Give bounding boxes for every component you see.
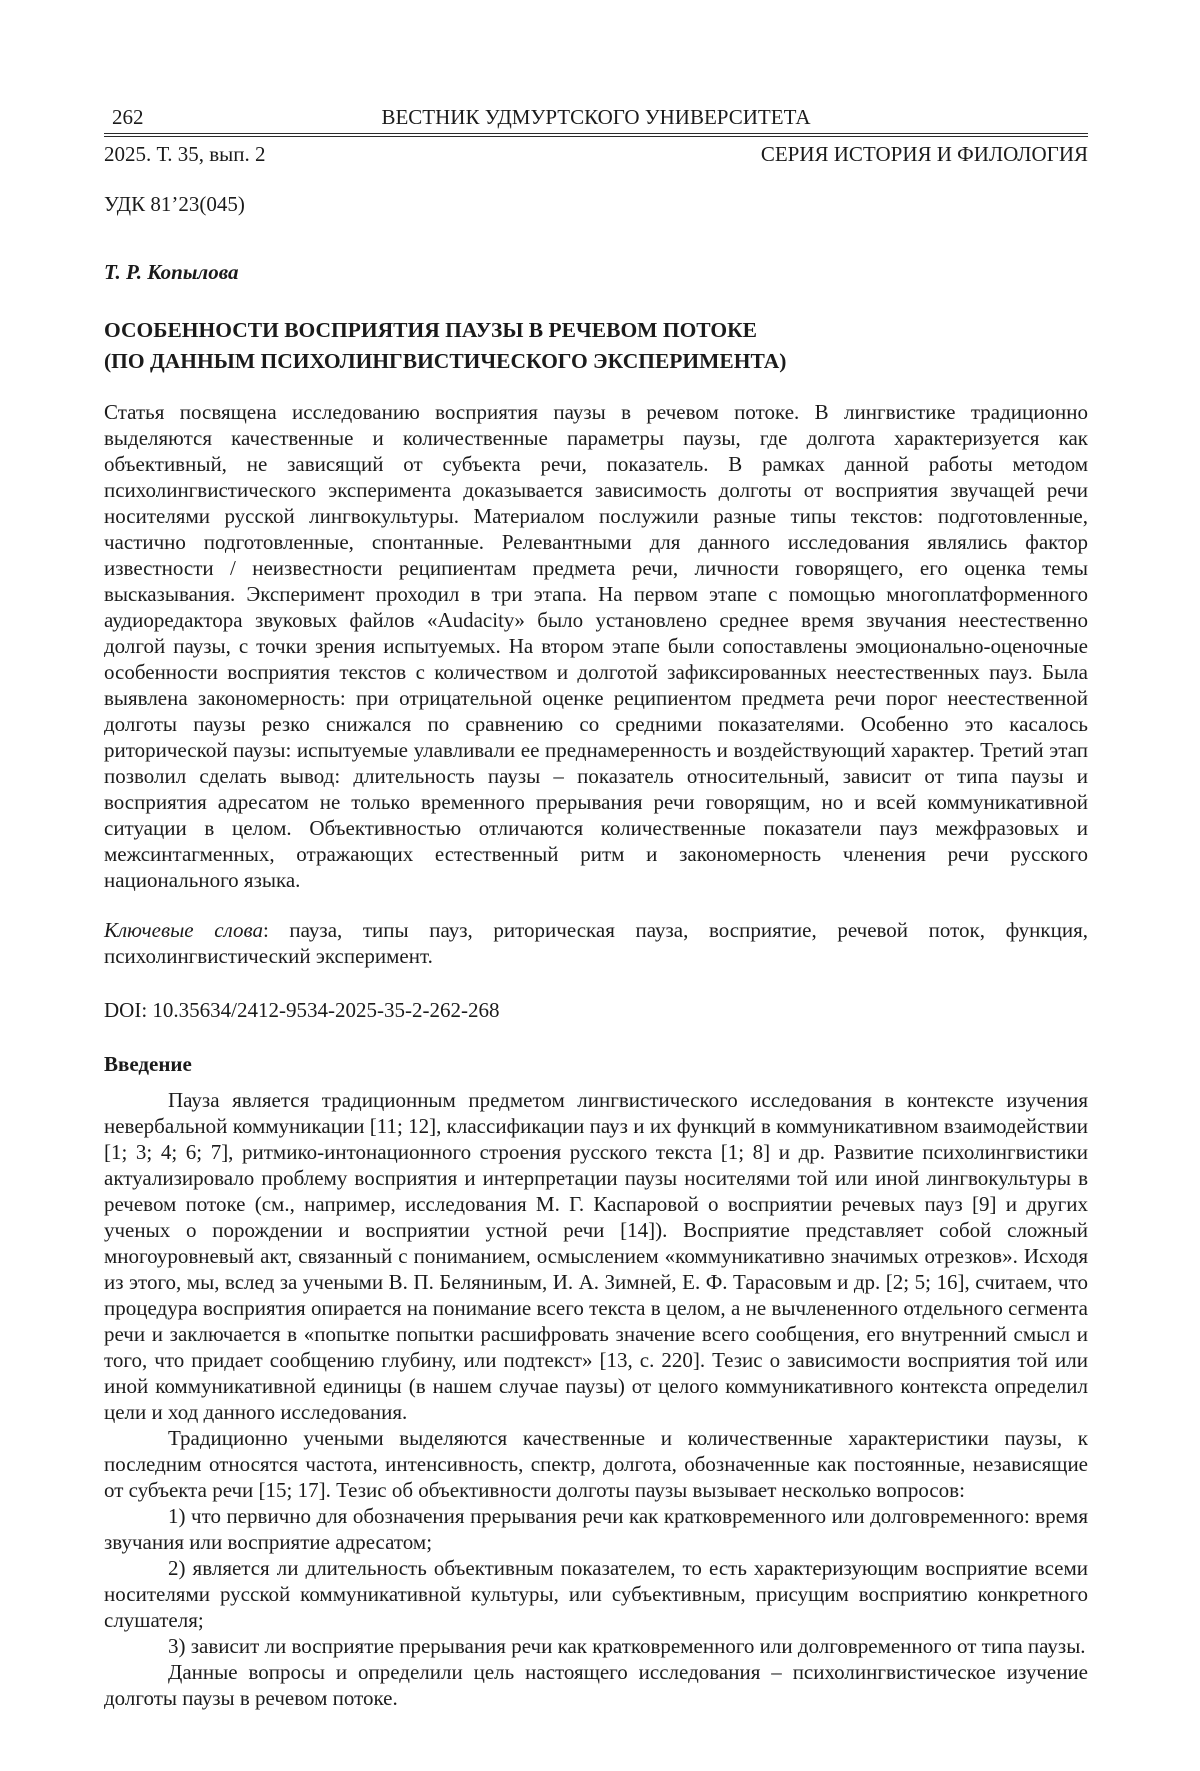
article-title-line2: (ПО ДАННЫМ ПСИХОЛИНГВИСТИЧЕСКОГО ЭКСПЕРИМЕНТА) [104,349,787,373]
header-row-top [104,104,1088,130]
paragraph: Традиционно учеными выделяются качественные и количественные характеристики паузы, к последним относятся частота, интенсивность, спектр, долгота, обозначенные как постоянные, независящие от субъекта речи [15; 17]. Тезис об объективности долготы паузы вызывает несколько вопросов: [104,1426,1088,1502]
paragraph: 2) является ли длительность объективным показателем, то есть характеризующим восприятие всеми носителями русской коммуникативной культуры, или субъективным, присущим восприятию конкретного слушателя; [104,1556,1088,1632]
article-title-line1: ОСОБЕННОСТИ ВОСПРИЯТИЯ ПАУЗЫ В РЕЧЕВОМ ПОТОКЕ [104,318,757,342]
keywords-list: : пауза, типы пауз, риторическая пауза, восприятие, речевой поток, функция, психолингвистический эксперимент. [104,918,1088,968]
paragraph: Данные вопросы и определили цель настоящего исследования – психолингвистическое изучение долготы паузы в речевом потоке. [104,1660,1088,1710]
abstract-text: Статья посвящена исследованию восприятия паузы в речевом потоке. В лингвистике традиционно выделяются качественные и количественные параметры паузы, где долгота характеризуется как объективный, не зависящий от субъекта речи, показатель. В рамках данной работы методом психолингвистического эксперимента доказывается зависимость долготы от восприятия звучащей речи носителями русской лингвокультуры. Материалом послужили разные типы текстов: подготовленные, частично подготовленные, спонтанные. Релевантными для данного исследования являлись фактор известности / неизвестности реципиентам предмета речи, личности говорящего, его оценка темы высказывания. Эксперимент проходил в три этапа. На первом этапе с помощью многоплатформенного аудиоредактора звуковых файлов «Audacity» было установлено среднее время звучания неестественно долгой паузы, с точки зрения испытуемых. На втором этапе были сопоставлены эмоционально-оценочные особенности восприятия текстов с количеством и долготой зафиксированных неестественных пауз. Была выявлена закономерность: при отрицательной оценке реципиентом предмета речи порог неестественной долготы паузы резко снижался по сравнению со средними показателями. Особенно это касалось риторической паузы: испытуемые улавливали ее преднамеренность и воздействующий характер. Третий этап позволил сделать вывод: длительность паузы – показатель относительный, зависит от типа паузы и восприятия адресатом не только временного прерывания речи говорящим, но и всей коммуникативной ситуации в целом. Объективностью отличаются количественные показатели пауз межфразовых и межсинтагменных, отражающих естественный ритм и закономерность членения речи русского национального языка. [104,400,1088,892]
page-number: 262 [112,105,144,129]
header-rule [104,133,1088,137]
introduction-body [104,1087,1088,1711]
udc-number: УДК 81’23(045) [104,192,245,216]
journal-title: ВЕСТНИК УДМУРТСКОГО УНИВЕРСИТЕТА [381,105,811,129]
paragraph: Пауза является традиционным предметом лингвистического исследования в контексте изучения невербальной коммуникации [11; 12], классификации пауз и их функций в коммуникативном взаимодействии [1; 3; 4; 6; 7], ритмико-интонационного строения русского текста [1; 8] и др. Развитие психолингвистики актуализировало проблему восприятия и интерпретации паузы носителями той или иной лингвокультуры в речевом потоке (см., например, исследования М. Г. Каспаровой о восприятии речевых пауз [9] и других ученых о порождении и восприятии устной речи [14]). Восприятие представляет собой сложный многоуровневый акт, связанный с пониманием, осмыслением «коммуникативно значимых отрезков». Исходя из этого, мы, вслед за учеными В. П. Беляниным, И. А. Зимней, Е. Ф. Тарасовым и др. [2; 5; 16], считаем, что процедура восприятия опирается на понимание всего текста в целом, а не вычлененного отдельного сегмента речи и заключается в «попытке попытки расшифровать значение всего сообщения, его внутренний смысл и того, что придает сообщению глубину, или подтекст» [13, с. 220]. Тезис о зависимости восприятия той или иной коммуникативной единицы (в нашем случае паузы) от целого коммуникативного контекста определил цели и ход данного исследования. [104,1088,1088,1424]
doi-line: DOI: 10.35634/2412-9534-2025-35-2-262-268 [104,998,500,1022]
author-name: Т. Р. Копылова [104,260,239,284]
paragraph: 3) зависит ли восприятие прерывания речи как кратковременного или долговременного от типа паузы. [168,1634,1086,1658]
introduction-heading: Введение [104,1052,192,1076]
keywords [104,917,1088,969]
paragraph: 1) что первично для обозначения прерывания речи как кратковременного или долговременного: время звучания или восприятие адресатом; [104,1504,1088,1554]
series-info: СЕРИЯ ИСТОРИЯ И ФИЛОЛОГИЯ [760,142,1088,166]
issue-info: 2025. Т. 35, вып. 2 [104,142,266,166]
article-title [104,315,1088,377]
keywords-label: Ключевые слова [104,918,263,942]
header-row-bottom [104,141,1088,167]
